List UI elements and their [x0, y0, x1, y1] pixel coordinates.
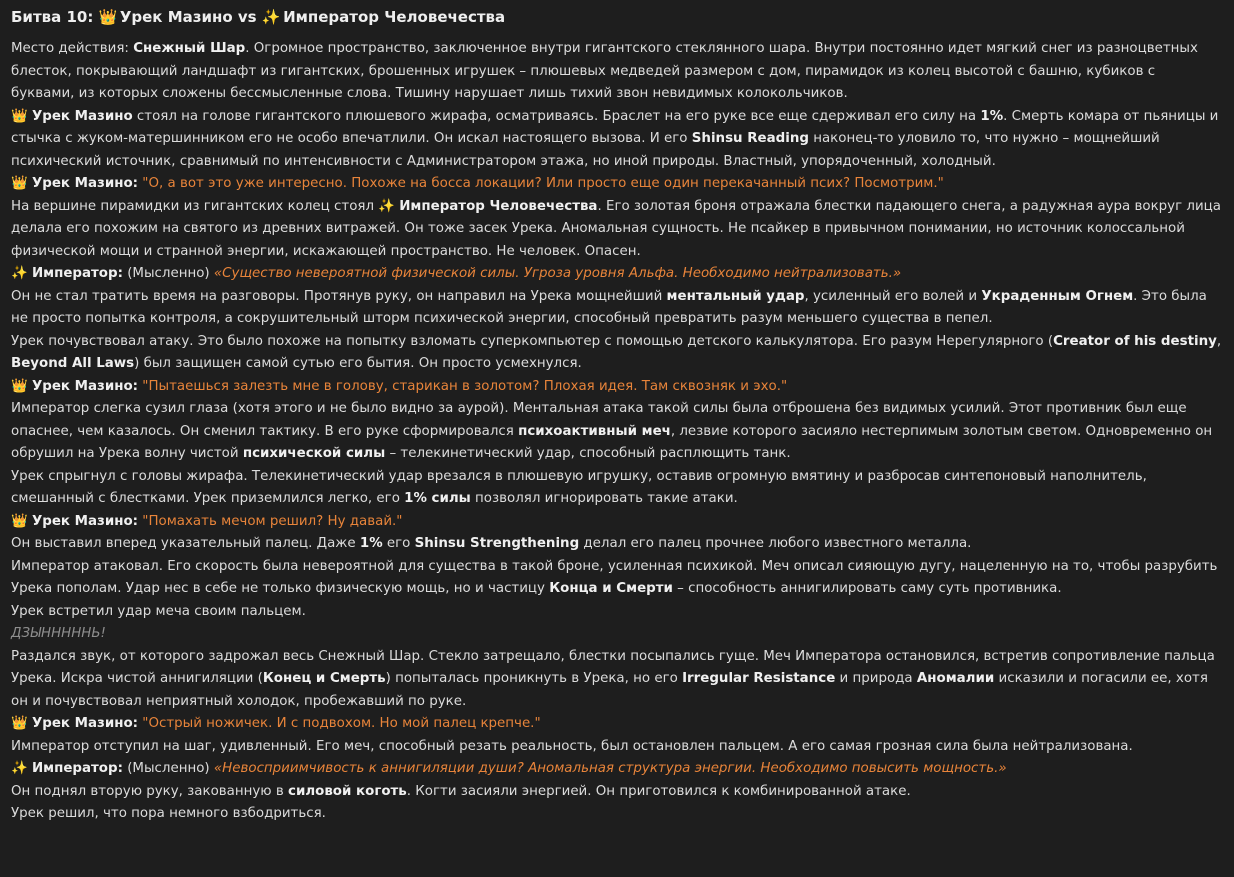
bold-text: ментальный удар [666, 288, 805, 304]
text-run: Он выставил вперед указательный палец. Даже [11, 536, 360, 551]
text-run: делал его палец прочнее любого известного металла. [579, 536, 972, 551]
bold-text: Император: [31, 266, 123, 281]
text-run: ✨ [11, 266, 32, 281]
bold-text: Irregular Resistance [682, 671, 836, 686]
crown-icon: 👑 [98, 8, 118, 26]
story-paragraph [11, 263, 1222, 286]
bold-text: 1% [980, 108, 1004, 124]
bold-text: Урек Мазино: [31, 378, 139, 394]
text-run: – способность аннигилировать саму суть противника. [672, 581, 1062, 596]
text-run: 👑 [11, 716, 32, 731]
text-run: На вершине пирамидки из гигантских колец стоял ✨ [11, 198, 400, 214]
text-run: , усиленный его волей и [804, 288, 982, 304]
bold-text: психической силы [242, 446, 386, 461]
text-run: стоял на голове гигантского плюшевого жирафа, осматриваясь. Браслет на его руке все еще сдерживал его силу на [132, 108, 981, 124]
styled-text: "Пытаешься залезть мне в голову, старикан в золотом? Плохая идея. Там сквозняк и эхо." [142, 378, 788, 394]
text-run: Урек встретил удар меча своим пальцем. [11, 603, 306, 619]
text-run: ) попыталась проникнуть в Урека, но его [385, 671, 683, 686]
text-run: Император атаковал. Его скорость была невероятной для существа в такой броне, усиленная психикой. Меч описал сияющую дугу, нацеленную на то, чтобы разрубить Урека пополам. Удар нес в себе не только физическую мощь, но и частицу [11, 558, 1218, 596]
text-run: исказили и погасили ее, хотя он и почувствовал неприятный холодок, пробежавший по руке. [11, 671, 1208, 709]
styled-text: «Существо невероятной физической силы. Угроза уровня Альфа. Необходимо нейтрализовать.» [213, 266, 902, 281]
bold-text: 1% [359, 536, 383, 551]
story-paragraph [11, 466, 1222, 511]
text-run: Урек решил, что пора немного взбодриться. [11, 806, 326, 821]
text-run: 👑 [11, 378, 32, 394]
bold-text: Урек Мазино: [31, 176, 139, 191]
story-body [11, 38, 1222, 826]
styled-text: "О, а вот это уже интересно. Похоже на босса локации? Или просто еще один перекачанный псих? Посмотрим." [142, 176, 944, 191]
text-run: . Огромное пространство, заключенное внутри гигантского стеклянного шара. Внутри постоянно идет мягкий снег из разноцветных блесток, покрывающий ландшафт из гигантских, брошенных игрушек – плюшевых медведей размером с дом, пирамидок из колец высотой с башню, кубиков с буквами, из которых сложены бессмысленные слова. Тишину нарушает лишь тихий звон невидимых колокольчиков. [11, 41, 1198, 101]
styled-text: «Невосприимчивость к аннигиляции души? Аномальная структура энергии. Необходимо повысить мощность.» [213, 761, 1007, 776]
story-paragraph [11, 38, 1222, 106]
text-run: . Когти засияли энергией. Он приготовился к комбинированной атаке. [406, 783, 911, 799]
story-paragraph [11, 646, 1222, 714]
sparkle-icon: ✨ [261, 8, 281, 26]
text-run: наконец-то уловило то, что нужно – мощнейший психический источник, сравнимый по интенсивности с Администратором этажа, но иной природы. Властный, упорядоченный, холодный. [11, 131, 1160, 169]
bold-text: Creator of his destiny [1053, 333, 1217, 349]
text-run: . Смерть комара от пьяницы и стычка с жуком-матершинником его не особо впечатлили. Он искал настоящего вызова. И его [11, 108, 1219, 146]
bold-text: Император Человечества [399, 198, 598, 214]
text-run: (Мысленно) [122, 266, 214, 281]
bold-text: Shinsu Reading [691, 131, 809, 146]
text-run: , [1216, 333, 1222, 349]
story-paragraph [11, 196, 1222, 264]
text-run: Место действия: [11, 41, 134, 56]
styled-text: "Помахать мечом решил? Ну давай." [142, 513, 403, 529]
text-run: Он поднял вторую руку, закованную в [11, 783, 288, 799]
styled-text: "Острый ножичек. И с подвохом. Но мой палец крепче." [142, 716, 541, 731]
bold-text: Снежный Шар [133, 41, 246, 56]
bold-text: Beyond All Laws [11, 356, 135, 371]
bold-text: Урек Мазино [31, 108, 133, 124]
title-vs: vs [237, 8, 257, 26]
text-run: Император отступил на шаг, удивленный. Его меч, способный резать реальность, был остановлен пальцем. А его самая грозная сила была нейтрализована. [11, 738, 1133, 754]
bold-text: силовой коготь [288, 783, 407, 799]
bold-text: Shinsu Strengthening [414, 536, 580, 551]
title-right-fighter: Император Человечества [283, 8, 506, 26]
text-run: позволял игнорировать такие атаки. [470, 491, 738, 506]
bold-text: Аномалии [916, 671, 995, 686]
battle-title [11, 6, 1222, 28]
text-run: его [382, 536, 415, 551]
text-run: ) был защищен самой сутью его бытия. Он просто усмехнулся. [134, 356, 582, 371]
text-run: . Его золотая броня отражала блестки падающего снега, а радужная аура вокруг лица делала его похожим на святого из древних витражей. Он тоже засек Урека. Аномальная сущность. Не псайкер в привычном понимании, но источник колоссальной физической мощи и странной энергии, искажающей пространство. Не человек. Опасен. [11, 198, 1221, 259]
text-run: 👑 [11, 108, 32, 124]
text-run: и природа [835, 671, 917, 686]
story-paragraph [11, 398, 1222, 466]
story-paragraph [11, 511, 1222, 534]
text-run: Он не стал тратить время на разговоры. Протянув руку, он направил на Урека мощнейший [11, 288, 667, 304]
story-paragraph [11, 781, 1222, 804]
text-run: 👑 [11, 513, 32, 529]
story-paragraph [11, 736, 1222, 759]
bold-text: Император: [31, 761, 123, 776]
text-run: Раздался звук, от которого задрожал весь Снежный Шар. Стекло затрещало, блестки посыпались гуще. Меч Императора остановился, встретив сопротивление пальца Урека. Искра чистой аннигиляции ( [11, 648, 1215, 686]
title-left-fighter: Урек Мазино [119, 8, 233, 26]
text-run: (Мысленно) [122, 761, 214, 776]
story-paragraph [11, 601, 1222, 624]
styled-text: ДЗЫНННННЬ! [11, 626, 106, 641]
bold-text: Урек Мазино: [31, 716, 139, 731]
story-paragraph [11, 286, 1222, 331]
text-run: . Это была не просто попытка контроля, а сокрушительный шторм психической энергии, способный превратить разум меньшего существа в пепел. [11, 288, 1207, 326]
text-run: , лезвие которого засияло нестерпимым золотым светом. Одновременно он обрушил на Урека волну чистой [11, 423, 1213, 461]
title-prefix: Битва 10: [11, 8, 94, 26]
story-paragraph [11, 376, 1222, 399]
text-run: – телекинетический удар, способный расплющить танк. [385, 446, 791, 461]
text-run: Урек почувствовал атаку. Это было похоже на попытку взломать суперкомпьютер с помощью детского калькулятора. Его разум Нерегулярного ( [11, 333, 1054, 349]
text-run: Император слегка сузил глаза (хотя этого и не было видно за аурой). Ментальная атака такой силы была отброшена без видимых усилий. Этот противник был еще опаснее, чем казалось. Он сменил тактику. В его руке сформировался [11, 401, 1187, 439]
story-paragraph [11, 533, 1222, 556]
text-run: Урек спрыгнул с головы жирафа. Телекинетический удар врезался в плюшевую игрушку, оставив огромную вмятину и разбросав синтепоновый наполнитель, смешанный с блестками. Урек приземлился легко, его [11, 468, 1147, 506]
story-paragraph [11, 803, 1222, 826]
story-paragraph [11, 331, 1222, 376]
story-paragraph [11, 758, 1222, 781]
bold-text: Урек Мазино: [31, 513, 139, 529]
text-run: ✨ [11, 761, 32, 776]
bold-text: психоактивный меч [518, 423, 671, 439]
text-run: 👑 [11, 176, 32, 191]
bold-text: Украденным Огнем [981, 288, 1134, 304]
story-paragraph [11, 713, 1222, 736]
bold-text: 1% силы [404, 491, 471, 506]
story-paragraph [11, 173, 1222, 196]
bold-text: Конца и Смерти [549, 581, 673, 596]
story-paragraph [11, 556, 1222, 601]
story-paragraph [11, 623, 1222, 646]
story-paragraph [11, 106, 1222, 174]
bold-text: Конец и Смерть [262, 671, 386, 686]
